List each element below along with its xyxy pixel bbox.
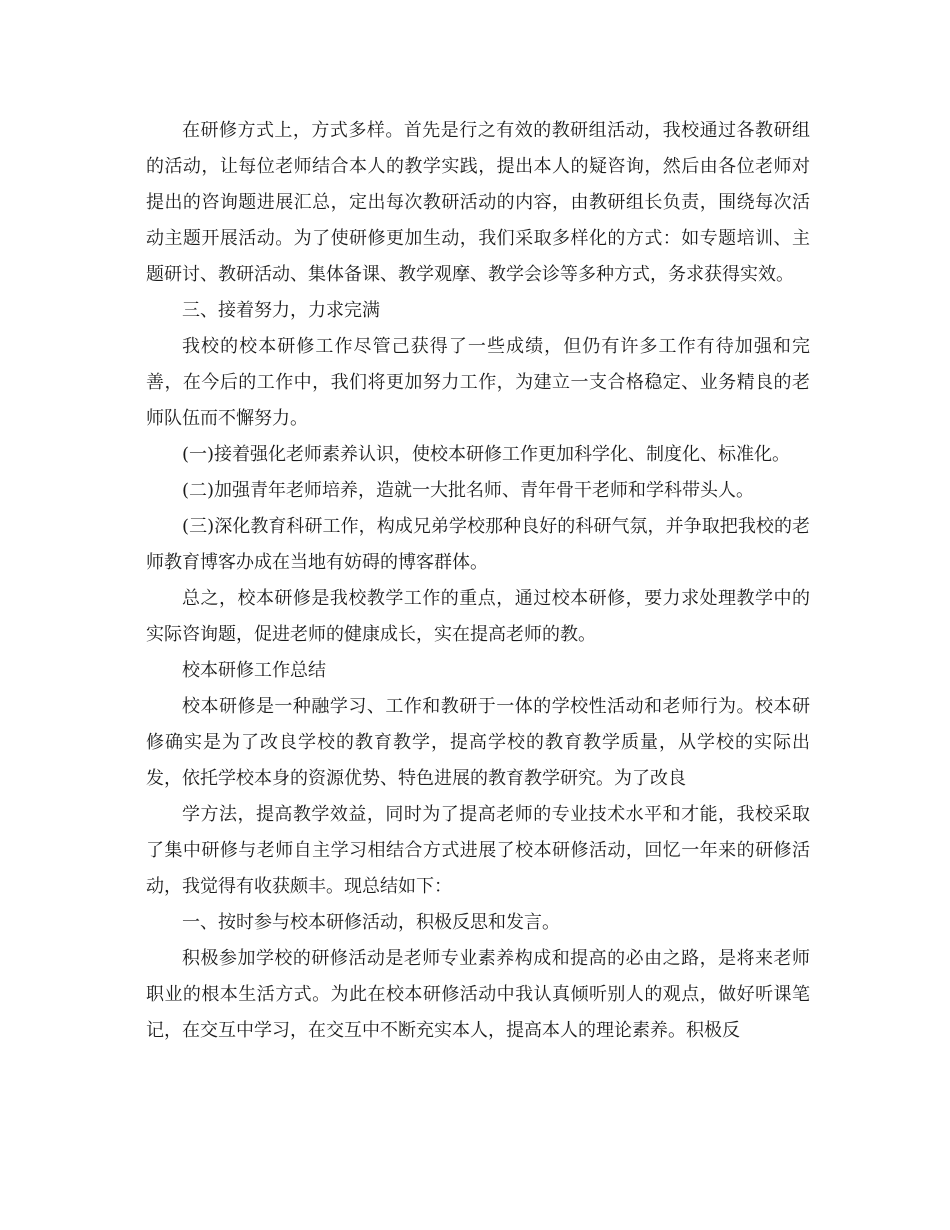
section-heading-participation: 一、按时参与校本研修活动，积极反思和发言。 <box>182 912 560 933</box>
section-title-summary: 校本研修工作总结 <box>182 660 326 681</box>
document-body <box>146 113 810 1049</box>
paragraph-participation: 积极参加学校的研修活动是老师专业素养构成和提高的必由之路，是将来老师职业的根本生活方式。为此在校本研修活动中我认真倾听别人的观点，做好听课笔记，在交互中学习，在交互中不断充实本人，提高本人的理论素养。积极反 <box>146 948 810 1041</box>
paragraph-research-methods: 在研修方式上，方式多样。首先是行之有效的教研组活动，我校通过各教研组的活动，让每位老师结合本人的教学实践，提出本人的疑咨询，然后由各位老师对提出的咨询题进展汇总，定出每次教研活动的内容，由教研组长负责，围绕每次活动主题开展活动。为了使研修更加生动，我们采取多样化的方式：如专题培训、主题研讨、教研活动、集体备课、教学观摩、教学会诊等多种方式，务求获得实效。 <box>146 120 810 285</box>
list-item-three: (三)深化教育科研工作，构成兄弟学校那种良好的科研气氛，并争取把我校的老师教育博客办成在当地有妨碍的博客群体。 <box>146 516 810 573</box>
list-item-one: (一)接着强化老师素养认识，使校本研修工作更加科学化、制度化、标准化。 <box>182 444 791 465</box>
section-heading-continue-efforts: 三、接着努力，力求完满 <box>182 300 380 321</box>
paragraph-conclusion: 总之，校本研修是我校教学工作的重点，通过校本研修，要力求处理教学中的实际咨询题，促进老师的健康成长，实在提高老师的教。 <box>146 588 810 645</box>
paragraph-future-work: 我校的校本研修工作尽管己获得了一些成绩，但仍有许多工作有待加强和完善，在今后的工作中，我们将更加努力工作，为建立一支合格稳定、业务精良的老师队伍而不懈努力。 <box>146 336 810 429</box>
paragraph-methods-summary: 学方法，提高教学效益，同时为了提高老师的专业技术水平和才能，我校采取了集中研修与老师自主学习相结合方式进展了校本研修活动，回忆一年来的研修活动，我觉得有收获颇丰。现总结如下： <box>146 804 810 897</box>
paragraph-definition: 校本研修是一种融学习、工作和教研于一体的学校性活动和老师行为。校本研修确实是为了改良学校的教育教学，提高学校的教育教学质量，从学校的实际出发，依托学校本身的资源优势、特色进展的教育教学研究。为了改良 <box>146 696 810 789</box>
list-item-two: (二)加强青年老师培养，造就一大批名师、青年骨干老师和学科带头人。 <box>182 480 755 501</box>
